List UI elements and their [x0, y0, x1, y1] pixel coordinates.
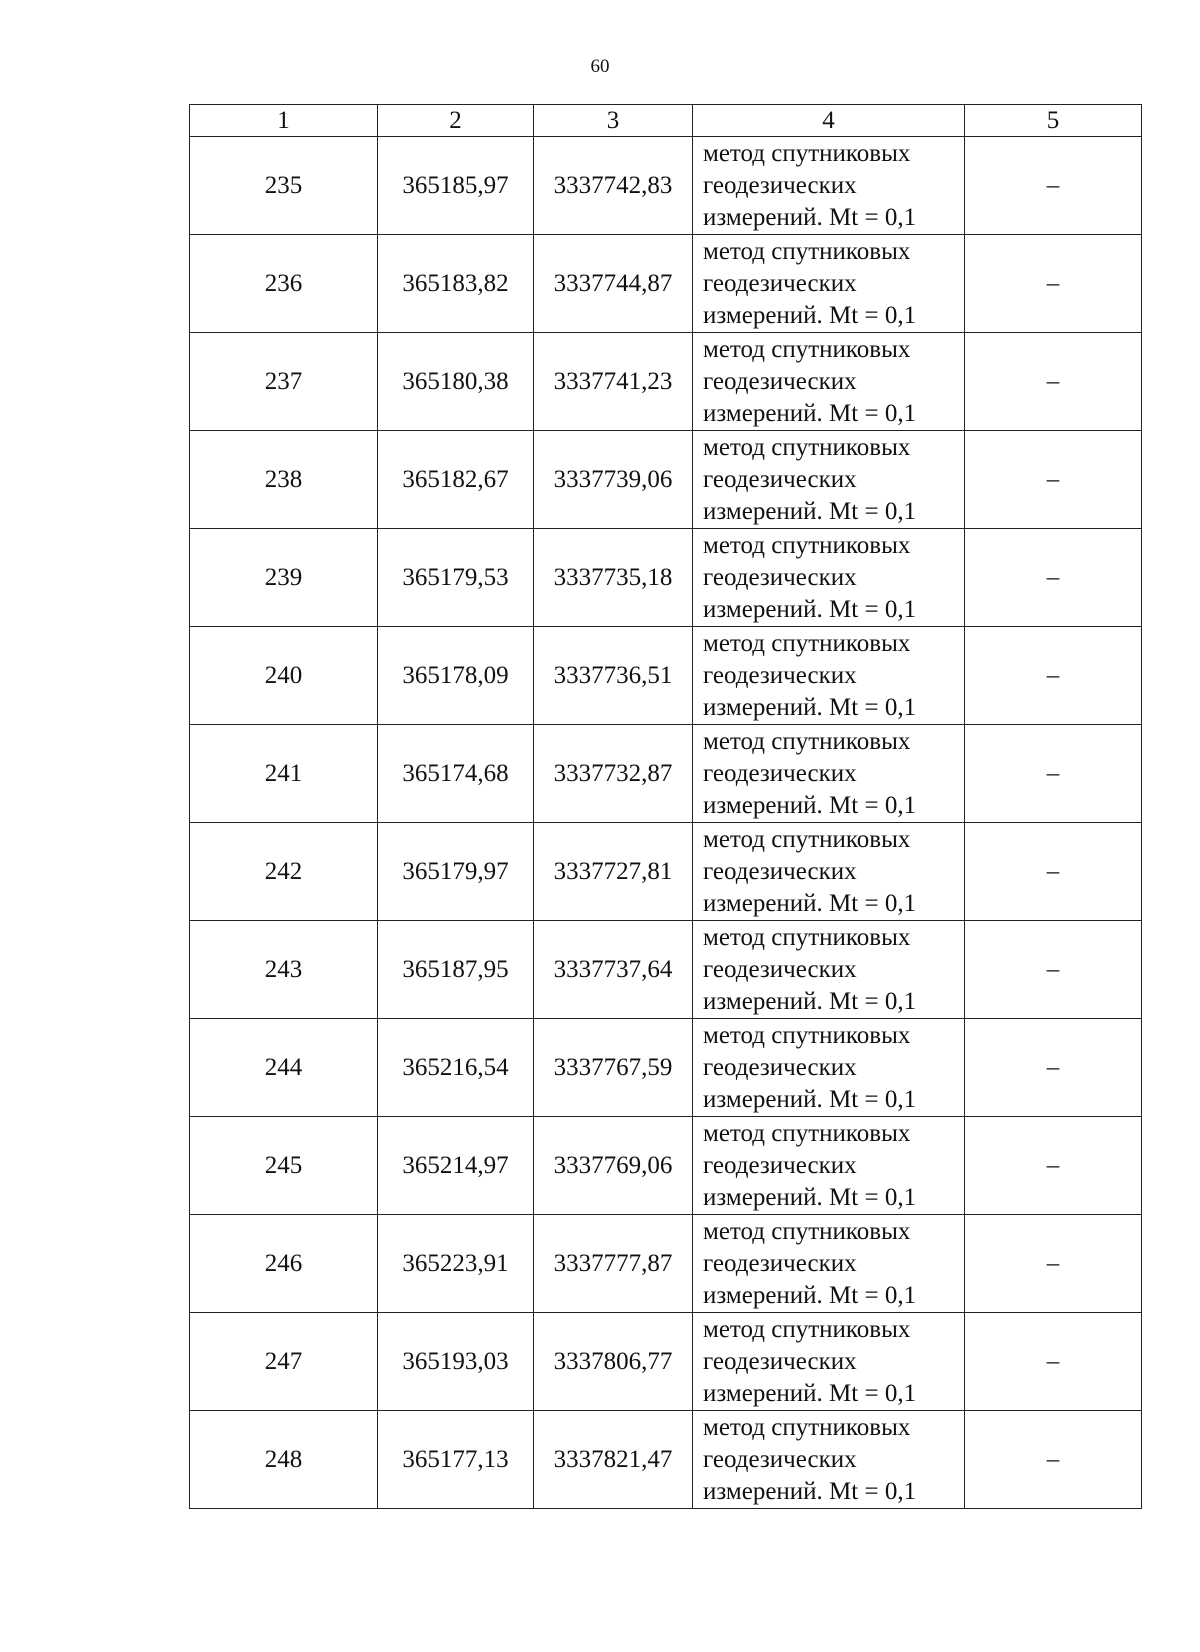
method-text-line: метод спутниковых: [703, 1119, 911, 1147]
table-row: [190, 627, 1142, 725]
method-text-line: измерений. Mt = 0,1: [703, 1379, 917, 1407]
description-cell: –: [965, 1019, 1142, 1117]
column-header: 4: [693, 105, 965, 137]
table-row: [190, 137, 1142, 235]
method-text-line: измерений. Mt = 0,1: [703, 693, 917, 721]
method-text-line: метод спутниковых: [703, 139, 911, 167]
method-cell: [693, 137, 965, 235]
column-header: 5: [965, 105, 1142, 137]
method-cell: [693, 431, 965, 529]
method-text-line: геодезических: [703, 1445, 857, 1473]
coordinates-table: [189, 104, 1142, 1509]
method-text-line: геодезических: [703, 759, 857, 787]
x-coordinate-cell: 365182,67: [378, 431, 534, 529]
y-coordinate-cell: 3337732,87: [534, 725, 693, 823]
method-cell: [693, 235, 965, 333]
y-coordinate-cell: 3337739,06: [534, 431, 693, 529]
method-text-line: измерений. Mt = 0,1: [703, 301, 917, 329]
column-header: 2: [378, 105, 534, 137]
x-coordinate-cell: 365223,91: [378, 1215, 534, 1313]
y-coordinate-cell: 3337737,64: [534, 921, 693, 1019]
point-number-cell: 244: [190, 1019, 378, 1117]
description-cell: –: [965, 137, 1142, 235]
method-text-line: измерений. Mt = 0,1: [703, 497, 917, 525]
point-number-cell: 240: [190, 627, 378, 725]
method-text-line: метод спутниковых: [703, 629, 911, 657]
description-cell: –: [965, 1313, 1142, 1411]
method-cell: [693, 725, 965, 823]
point-number-cell: 237: [190, 333, 378, 431]
method-text-line: метод спутниковых: [703, 1217, 911, 1245]
method-cell: [693, 1313, 965, 1411]
table-row: [190, 921, 1142, 1019]
method-text-line: метод спутниковых: [703, 531, 911, 559]
point-number-cell: 243: [190, 921, 378, 1019]
x-coordinate-cell: 365179,97: [378, 823, 534, 921]
method-text-line: геодезических: [703, 955, 857, 983]
y-coordinate-cell: 3337741,23: [534, 333, 693, 431]
method-text-line: измерений. Mt = 0,1: [703, 399, 917, 427]
description-cell: –: [965, 1411, 1142, 1509]
y-coordinate-cell: 3337727,81: [534, 823, 693, 921]
description-cell: –: [965, 725, 1142, 823]
point-number-cell: 242: [190, 823, 378, 921]
point-number-cell: 246: [190, 1215, 378, 1313]
method-text-line: геодезических: [703, 269, 857, 297]
x-coordinate-cell: 365180,38: [378, 333, 534, 431]
table-row: [190, 1019, 1142, 1117]
description-cell: –: [965, 1117, 1142, 1215]
table-row: [190, 529, 1142, 627]
point-number-cell: 235: [190, 137, 378, 235]
method-text-line: геодезических: [703, 171, 857, 199]
method-cell: [693, 823, 965, 921]
method-text-line: геодезических: [703, 1249, 857, 1277]
method-text-line: геодезических: [703, 367, 857, 395]
method-text-line: геодезических: [703, 563, 857, 591]
method-text-line: метод спутниковых: [703, 825, 911, 853]
method-cell: [693, 1117, 965, 1215]
coordinates-table-container: [189, 104, 1141, 1509]
method-text-line: геодезических: [703, 1053, 857, 1081]
x-coordinate-cell: 365216,54: [378, 1019, 534, 1117]
x-coordinate-cell: 365178,09: [378, 627, 534, 725]
method-cell: [693, 529, 965, 627]
y-coordinate-cell: 3337735,18: [534, 529, 693, 627]
method-text-line: геодезических: [703, 1347, 857, 1375]
table-row: [190, 1215, 1142, 1313]
table-body: [190, 105, 1142, 1509]
method-text-line: измерений. Mt = 0,1: [703, 203, 917, 231]
point-number-cell: 241: [190, 725, 378, 823]
x-coordinate-cell: 365179,53: [378, 529, 534, 627]
y-coordinate-cell: 3337744,87: [534, 235, 693, 333]
method-text-line: метод спутниковых: [703, 727, 911, 755]
table-row: [190, 725, 1142, 823]
method-text-line: метод спутниковых: [703, 1315, 911, 1343]
point-number-cell: 238: [190, 431, 378, 529]
point-number-cell: 236: [190, 235, 378, 333]
method-cell: [693, 627, 965, 725]
y-coordinate-cell: 3337742,83: [534, 137, 693, 235]
x-coordinate-cell: 365193,03: [378, 1313, 534, 1411]
x-coordinate-cell: 365214,97: [378, 1117, 534, 1215]
description-cell: –: [965, 235, 1142, 333]
method-text-line: метод спутниковых: [703, 1413, 911, 1441]
y-coordinate-cell: 3337777,87: [534, 1215, 693, 1313]
method-text-line: метод спутниковых: [703, 1021, 911, 1049]
description-cell: –: [965, 333, 1142, 431]
method-text-line: измерений. Mt = 0,1: [703, 1085, 917, 1113]
method-text-line: геодезических: [703, 465, 857, 493]
point-number-cell: 247: [190, 1313, 378, 1411]
method-text-line: измерений. Mt = 0,1: [703, 889, 917, 917]
x-coordinate-cell: 365185,97: [378, 137, 534, 235]
method-text-line: измерений. Mt = 0,1: [703, 1281, 917, 1309]
column-header: 1: [190, 105, 378, 137]
x-coordinate-cell: 365177,13: [378, 1411, 534, 1509]
point-number-cell: 245: [190, 1117, 378, 1215]
method-text-line: измерений. Mt = 0,1: [703, 791, 917, 819]
table-row: [190, 1117, 1142, 1215]
method-text-line: измерений. Mt = 0,1: [703, 987, 917, 1015]
description-cell: –: [965, 431, 1142, 529]
table-row: [190, 823, 1142, 921]
y-coordinate-cell: 3337769,06: [534, 1117, 693, 1215]
point-number-cell: 239: [190, 529, 378, 627]
method-text-line: измерений. Mt = 0,1: [703, 1183, 917, 1211]
table-row: [190, 1313, 1142, 1411]
column-header: 3: [534, 105, 693, 137]
y-coordinate-cell: 3337736,51: [534, 627, 693, 725]
y-coordinate-cell: 3337806,77: [534, 1313, 693, 1411]
x-coordinate-cell: 365174,68: [378, 725, 534, 823]
point-number-cell: 248: [190, 1411, 378, 1509]
method-cell: [693, 921, 965, 1019]
method-text-line: метод спутниковых: [703, 237, 911, 265]
y-coordinate-cell: 3337767,59: [534, 1019, 693, 1117]
table-row: [190, 431, 1142, 529]
method-text-line: геодезических: [703, 857, 857, 885]
description-cell: –: [965, 921, 1142, 1019]
method-text-line: геодезических: [703, 661, 857, 689]
x-coordinate-cell: 365187,95: [378, 921, 534, 1019]
method-text-line: геодезических: [703, 1151, 857, 1179]
method-cell: [693, 1215, 965, 1313]
description-cell: –: [965, 529, 1142, 627]
table-row: [190, 333, 1142, 431]
table-row: [190, 235, 1142, 333]
description-cell: –: [965, 627, 1142, 725]
y-coordinate-cell: 3337821,47: [534, 1411, 693, 1509]
method-text-line: метод спутниковых: [703, 433, 911, 461]
description-cell: –: [965, 823, 1142, 921]
method-text-line: измерений. Mt = 0,1: [703, 595, 917, 623]
description-cell: –: [965, 1215, 1142, 1313]
x-coordinate-cell: 365183,82: [378, 235, 534, 333]
method-text-line: метод спутниковых: [703, 923, 911, 951]
page-number: 60: [590, 56, 610, 77]
table-header-row: [190, 105, 1142, 137]
method-cell: [693, 333, 965, 431]
method-text-line: метод спутниковых: [703, 335, 911, 363]
method-cell: [693, 1411, 965, 1509]
method-cell: [693, 1019, 965, 1117]
method-text-line: измерений. Mt = 0,1: [703, 1477, 917, 1505]
table-row: [190, 1411, 1142, 1509]
